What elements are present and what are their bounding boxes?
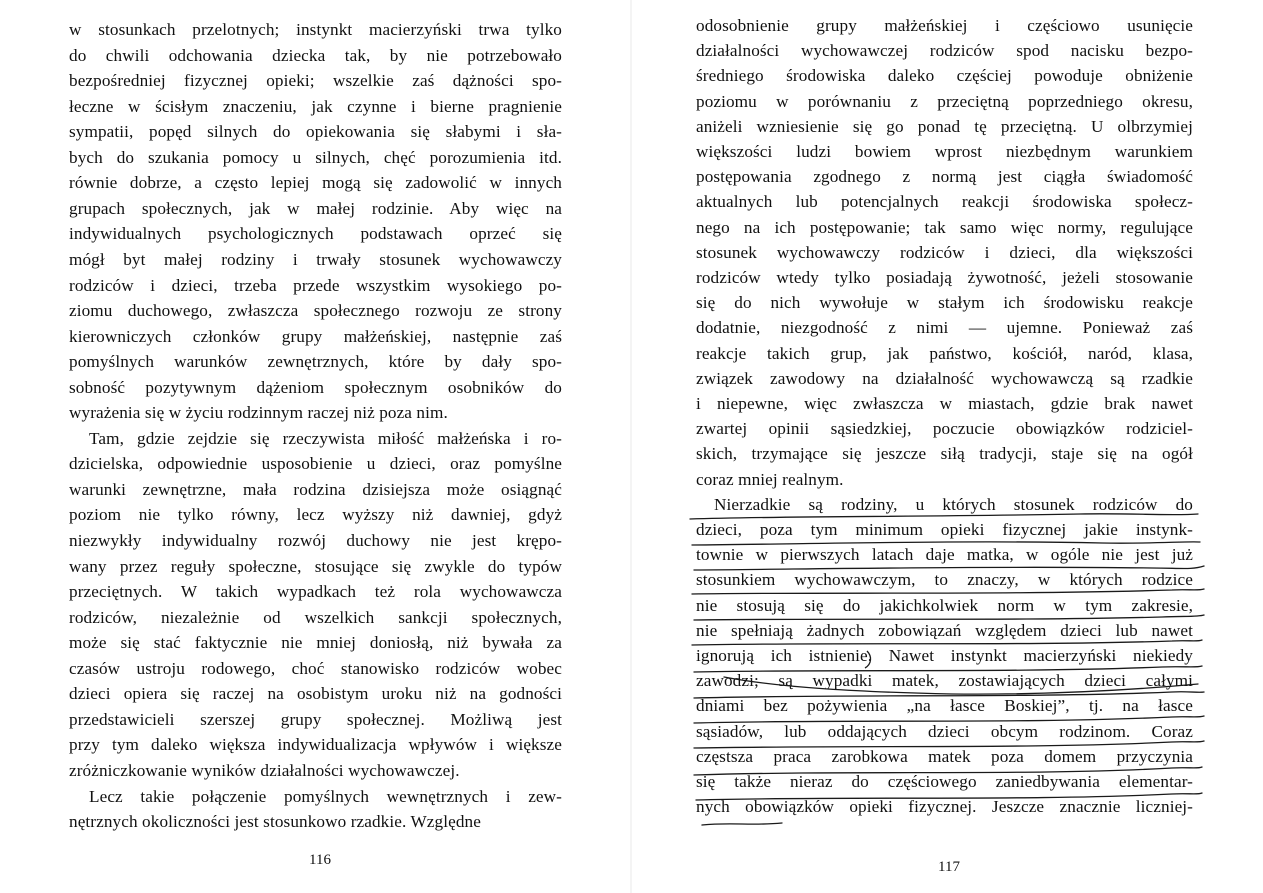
text-line: przy tym daleko większa indywidualizacja wpływów i większe (69, 735, 562, 755)
text-line: się do nich wywołuje w stałym ich środowisku reakcje (696, 293, 1193, 313)
text-line: wyrażenia się w życiu rodzinnym raczej niż poza nim. (69, 403, 448, 423)
text-line: większości ludzi bowiem wprost niezbędnym warunkiem (696, 142, 1193, 161)
text-line: townie w pierwszych latach daje matka, w ogóle nie jest już (696, 545, 1193, 565)
text-line: dzieci, poza tym minimum opieki fizycznej jakie instynk- (696, 520, 1193, 539)
text-line: zawodzi; są wypadki matek, zostawiających dzieci całymi (696, 671, 1193, 691)
text-line: równie dobrze, a często lepiej mogą się zadowolić w innych (69, 173, 562, 193)
text-line: nych obowiązków opieki fizycznej. Jeszcze znacznie liczniej- (696, 797, 1193, 817)
left-page-text (0, 0, 631, 893)
text-line: stosunek wychowawczy rodziców i dzieci, dla większości (696, 242, 1193, 262)
text-line: działalności wychowawczej rodziców spod nacisku bezpo- (696, 41, 1193, 61)
left-page-number: 116 (309, 852, 331, 868)
right-page-text (632, 0, 1263, 893)
text-line: pomyślnych warunków zewnętrznych, które by dały spo- (69, 352, 562, 372)
text-line: do chwili odchowania dziecka tak, by nie potrzebowało (69, 45, 562, 65)
text-line: coraz mniej realnym. (696, 469, 844, 489)
text-line: poziomu w porównaniu z przeciętną poprzedniego okresu, (696, 91, 1193, 111)
text-line: odosobnienie grupy małżeńskiej i częściowo usunięcie (696, 16, 1193, 35)
text-line: mógł byt małej rodziny i trwały stosunek wychowawczy (69, 249, 562, 269)
text-line: rodziców wtedy tylko posiadają żywotność, jeżeli stosowanie (696, 268, 1193, 287)
text-line: stosunkiem wychowawczym, to znaczy, w których rodzice (696, 570, 1193, 590)
text-line: rodziców, niezależnie od wszelkich sankcji społecznych, (69, 607, 562, 627)
text-line: nie stosują się do jakichkolwiek norm w tym zakresie, (696, 595, 1193, 615)
text-line: ignorują ich istnienie. Nawet instynkt macierzyński niekiedy (696, 646, 1193, 665)
text-line: dniami bez pożywienia „na łasce Boskiej”, tj. na łasce (696, 696, 1193, 716)
text-line: grupach społecznych, jak w małej rodzinie. Aby więc na (69, 198, 562, 218)
text-line: przeciętnych. W takich wypadkach też rola wychowawcza (69, 582, 562, 602)
text-line: kierowniczych członków grupy małżeńskiej, następnie zaś (69, 326, 562, 346)
text-line: nego na ich postępowanie; tak samo więc normy, regulujące (696, 217, 1193, 237)
text-line: Nierzadkie są rodziny, u których stosunek rodziców do (714, 494, 1193, 514)
text-line: w stosunkach przelotnych; instynkt macierzyński trwa tylko (69, 20, 562, 39)
text-line: ziomu duchowego, zwłaszcza społecznego rozwoju ze strony (69, 301, 562, 321)
text-line: sympatii, popęd silnych do opiekowania się słabymi i sła- (69, 122, 562, 142)
text-line: może się stać faktycznie nie mniej doniosłą, niż bywała za (69, 633, 562, 653)
text-line: dzieci opiera się raczej na osobistym uroku niż na godności (69, 684, 562, 704)
text-line: Lecz takie połączenie pomyślnych wewnętrznych i zew- (89, 786, 562, 806)
text-line: Tam, gdzie zejdzie się rzeczywista miłość małżeńska i ro- (89, 428, 562, 448)
text-line: niezwykły indywidualny rozwój duchowy nie jest krępo- (69, 531, 562, 550)
text-line: dzicielska, odpowiednie usposobienie u dzieci, oraz pomyślne (69, 454, 562, 474)
text-line: nie spełniają żadnych zobowiązań względem dzieci lub nawet (696, 620, 1193, 640)
text-line: aktualnych lub potencjalnych reakcji środowiska społecz- (696, 192, 1193, 212)
text-line: indywidualnych psychologicznych podstawach oprzeć się (69, 224, 562, 244)
left-page (0, 0, 631, 893)
text-line: łeczne w ścisłym znaczeniu, jak czynne i bierne pragnienie (69, 96, 562, 116)
text-line: reakcje takich grup, jak państwo, kościół, naród, klasa, (696, 343, 1193, 363)
text-line: aniżeli wzniesienie się go ponad tę przeciętną. U olbrzymiej (696, 116, 1193, 136)
text-line: poziom nie tylko równy, lecz wyższy niż dawniej, gdyż (69, 505, 562, 525)
text-line: sąsiadów, lub oddających dzieci obcym rodzinom. Coraz (696, 721, 1193, 741)
text-line: zróżniczkowanie wyników działalności wychowawczej. (69, 760, 460, 780)
text-line: związek zawodowy na działalność wychowawczą są rzadkie (696, 368, 1193, 388)
text-line: sobność pozytywnym dążeniom społecznym osobników do (69, 377, 562, 397)
text-line: postępowania zgodnego z normą jest ciągła świadomość (696, 167, 1193, 187)
text-line: przedstawicieli szerszej grupy społecznej. Możliwą jest (69, 709, 562, 729)
text-line: nętrznych okoliczności jest stosunkowo rzadkie. Względne (69, 812, 481, 832)
text-line: bezpośredniej fizycznej opieki; wszelkie zaś dążności spo- (69, 71, 562, 91)
right-page-number: 117 (938, 859, 960, 875)
text-line: skich, trzymające się jeszcze siłą tradycji, staje się na ogół (696, 444, 1193, 464)
text-line: wany przez reguły społeczne, stosujące się zwykle do typów (69, 556, 562, 576)
text-line: zwartej opinii sąsiedzkiej, poczucie obowiązków rodziciel- (696, 419, 1193, 439)
text-line: się także nieraz do częściowego zaniedbywania elementar- (696, 772, 1193, 791)
text-line: częstsza praca zarobkowa matek poza domem przyczynia (696, 746, 1193, 766)
text-line: dodatnie, niezgodność z nimi — ujemne. Ponieważ zaś (696, 318, 1193, 338)
text-line: czasów ustroju rodowego, choć stanowisko rodziców wobec (69, 658, 562, 678)
text-line: bych do szukania pomocy u silnych, chęć porozumienia itd. (69, 147, 562, 167)
text-line: warunki zewnętrzne, mała rodzina dzisiejsza może osiągnąć (69, 479, 562, 499)
text-line: i niepewne, więc zwłaszcza w miastach, gdzie brak nawet (696, 394, 1193, 413)
right-page (632, 0, 1263, 893)
text-line: średniego środowiska daleko częściej powoduje obniżenie (696, 66, 1193, 86)
text-line: rodziców i dzieci, trzeba przede wszystkim wysokiego po- (69, 275, 562, 295)
